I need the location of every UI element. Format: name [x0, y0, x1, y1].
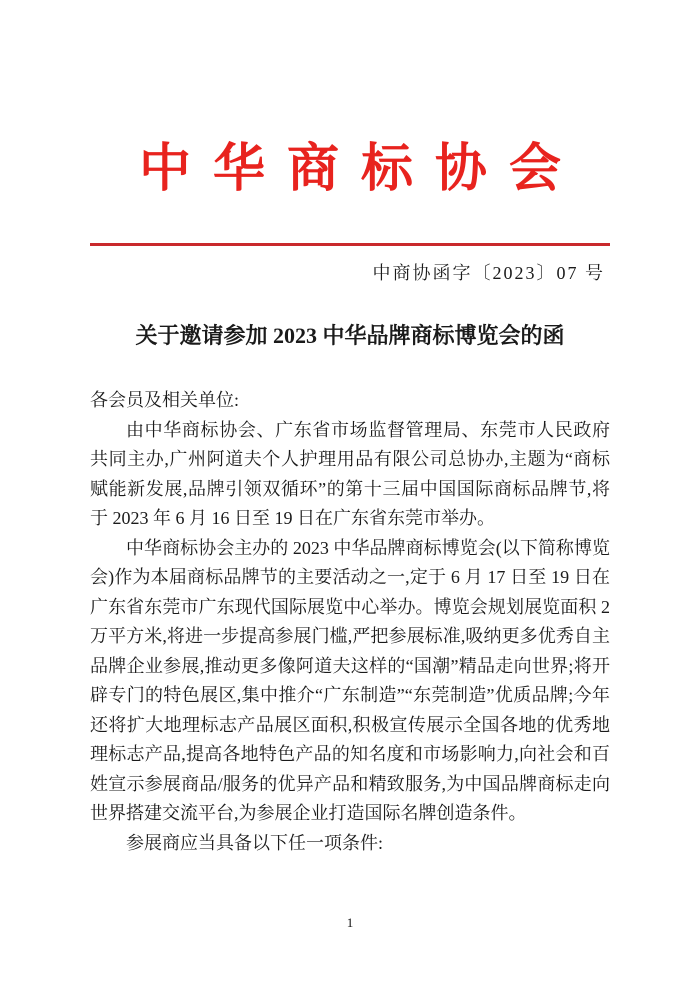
paragraph-expo-details: 中华商标协会主办的 2023 中华品牌商标博览会(以下简称博览会)作为本届商标品牌节的主要活动之一,定于 6 月 17 日至 19 日在广东省东莞市广东现代国际展览中心举办。博览会规划展览面积 2 万平方米,将进一步提高参展门槛,严把参展标准,吸纳更多优秀自主品牌企业参展,推动更多像阿道夫这样的“国潮”精品走向世界;将开辟专门的特色展区,集中推介“广东制造”“东莞制造”优质品牌;今年还将扩大地理标志产品展区面积,积极宣传展示全国各地的优秀地理标志产品,提高各地特色产品的知名度和市场影响力,向社会和百姓宣示参展商品/服务的优异产品和精致服务,为中国品牌商标走向世界搭建交流平台,为参展企业打造国际名牌创造条件。: [90, 537, 610, 823]
red-divider-line: [90, 243, 610, 246]
letter-body: [90, 386, 610, 858]
letter-title: 关于邀请参加 2023 中华品牌商标博览会的函: [135, 323, 565, 348]
paragraph-host-intro: 由中华商标协会、广东省市场监督管理局、东莞市人民政府共同主办,广州阿道夫个人护理用品有限公司总协办,主题为“商标赋能新发展,品牌引领双循环”的第十三届中国国际商标品牌节,将于 2023 年 6 月 16 日至 19 日在广东省东莞市举办。: [90, 419, 610, 528]
document-reference-number: 中商协函字〔2023〕07 号: [372, 263, 605, 283]
org-name-heading: 中华商标协会: [138, 140, 583, 198]
paragraph-exhibitor-conditions-lead: 参展商应当具备以下任一项条件:: [126, 832, 383, 853]
page-number: 1: [346, 915, 354, 930]
salutation: 各会员及相关单位:: [90, 390, 240, 410]
